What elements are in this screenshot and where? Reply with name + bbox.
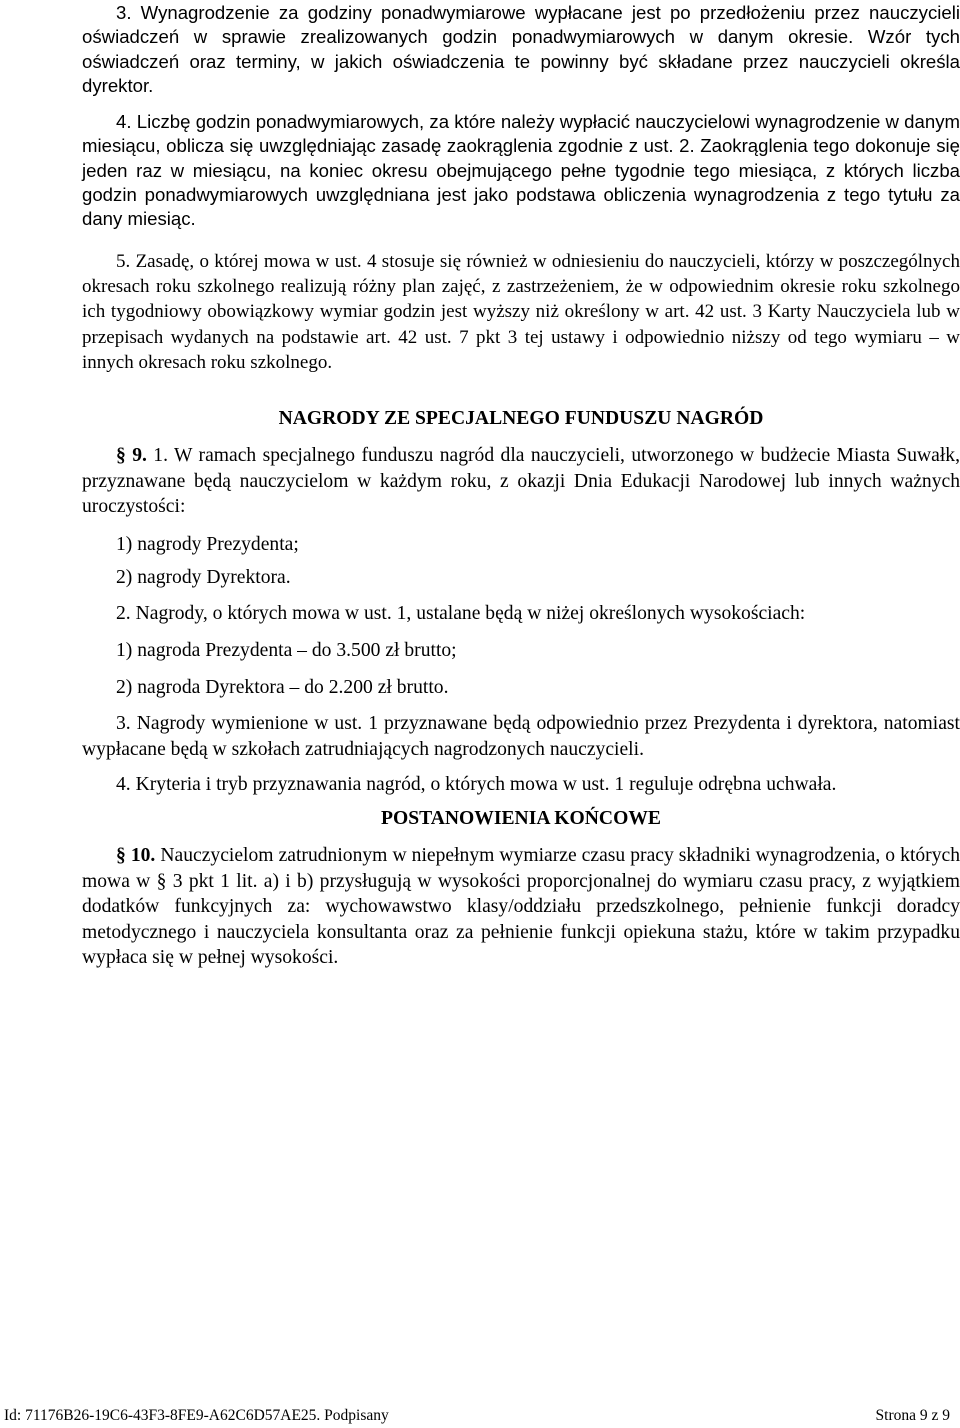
paragraph-5: 5. Zasadę, o której mowa w ust. 4 stosuje się również w odniesieniu do nauczycieli, którzy w poszczególnych okresach roku szkolnego realizują różny plan zajęć, z zastrzeżeniem, że w odpowiednim okresie roku szkolnego ich tygodniowy obowiązkowy wymiar godzin jest wyższy niż określony w art. 42 ust. 3 Karty Nauczyciela lub w przepisach wydanych na podstawie art. 42 ust. 7 pkt 3 tej ustawy i odpowiednio niższy od tego wymiaru – w innych okresach roku szkolnego. xyxy=(82,251,960,373)
footer-page-number: Strona 9 z 9 xyxy=(875,1407,950,1424)
paragraph-text: 1. W ramach specjalnego funduszu nagród dla nauczycieli, utworzonego w budżecie Miasta Suwałk, przyznawane będą nauczycielom w każdym roku, z okazji Dnia Edukacji Narodowej lub innych ważnych uroczystości: xyxy=(82,445,960,517)
list-item: 1) nagrody Prezydenta; xyxy=(116,534,299,555)
list-item: 2) nagrody Dyrektora. xyxy=(116,567,291,588)
section-number: § 9. xyxy=(116,445,147,466)
paragraph-9-3: 3. Nagrody wymienione w ust. 1 przyznawane będą odpowiednio przez Prezydenta i dyrektora, natomiast wypłacane będą w szkołach zatrudniających nagrodzonych nauczycieli. xyxy=(82,713,960,760)
paragraph-9-1 xyxy=(82,443,960,520)
list-item: 2) nagroda Dyrektora – do 2.200 zł brutto. xyxy=(116,677,449,698)
paragraph-text: Nauczycielom zatrudnionym w niepełnym wymiarze czasu pracy składniki wynagrodzenia, o których mowa w § 3 pkt 1 lit. a) i b) przysługują w wysokości proporcjonalnej do wymiaru czasu pracy, z wyjątkiem dodatków funkcyjnych za: wychowawstwo klasy/oddziału przedszkolnego, pełnienie funkcji doradcy metodycznego i nauczyciela konsultanta oraz za pełnienie funkcji opiekuna stażu, które w takim przypadku wypłaca się w pełnej wysokości. xyxy=(82,845,960,968)
footer-document-id: Id: 71176B26-19C6-43F3-8FE9-A62C6D57AE25. Podpisany xyxy=(4,1407,389,1424)
paragraph-3: 3. Wynagrodzenie za godziny ponadwymiarowe wypłacane jest po przedłożeniu przez nauczycieli oświadczeń w sprawie zrealizowanych godzin ponadwymiarowych w danym okresie. Wzór tych oświadczeń oraz terminy, w jakich oświadczenia te powinny być składane przez nauczycieli określa dyrektor. xyxy=(82,2,960,96)
list-item: 1) nagroda Prezydenta – do 3.500 zł brutto; xyxy=(116,640,457,661)
paragraph-4: 4. Liczbę godzin ponadwymiarowych, za które należy wypłacić nauczycielowi wynagrodzenie w danym miesiącu, oblicza się uwzględniając zasadę zaokrąglenia zgodnie z ust. 2. Zaokrąglenia tego dokonuje się jeden raz w miesiącu, na koniec okresu obejmującego pełne tygodnie tego miesiąca, z których liczba godzin ponadwymiarowych uwzględniana jest jako podstawa obliczenia wynagrodzenia z tego tytułu za dany miesiąc. xyxy=(82,111,960,230)
section-number: § 10. xyxy=(116,845,156,866)
section-heading-final: POSTANOWIENIA KOŃCOWE xyxy=(381,808,661,829)
paragraph-9-4: 4. Kryteria i tryb przyznawania nagród, o których mowa w ust. 1 reguluje odrębna uchwała. xyxy=(116,774,837,795)
paragraph-9-2: 2. Nagrody, o których mowa w ust. 1, ustalane będą w niżej określonych wysokościach: xyxy=(116,603,806,624)
section-heading-awards: NAGRODY ZE SPECJALNEGO FUNDUSZU NAGRÓD xyxy=(278,408,764,429)
paragraph-10 xyxy=(82,843,960,971)
